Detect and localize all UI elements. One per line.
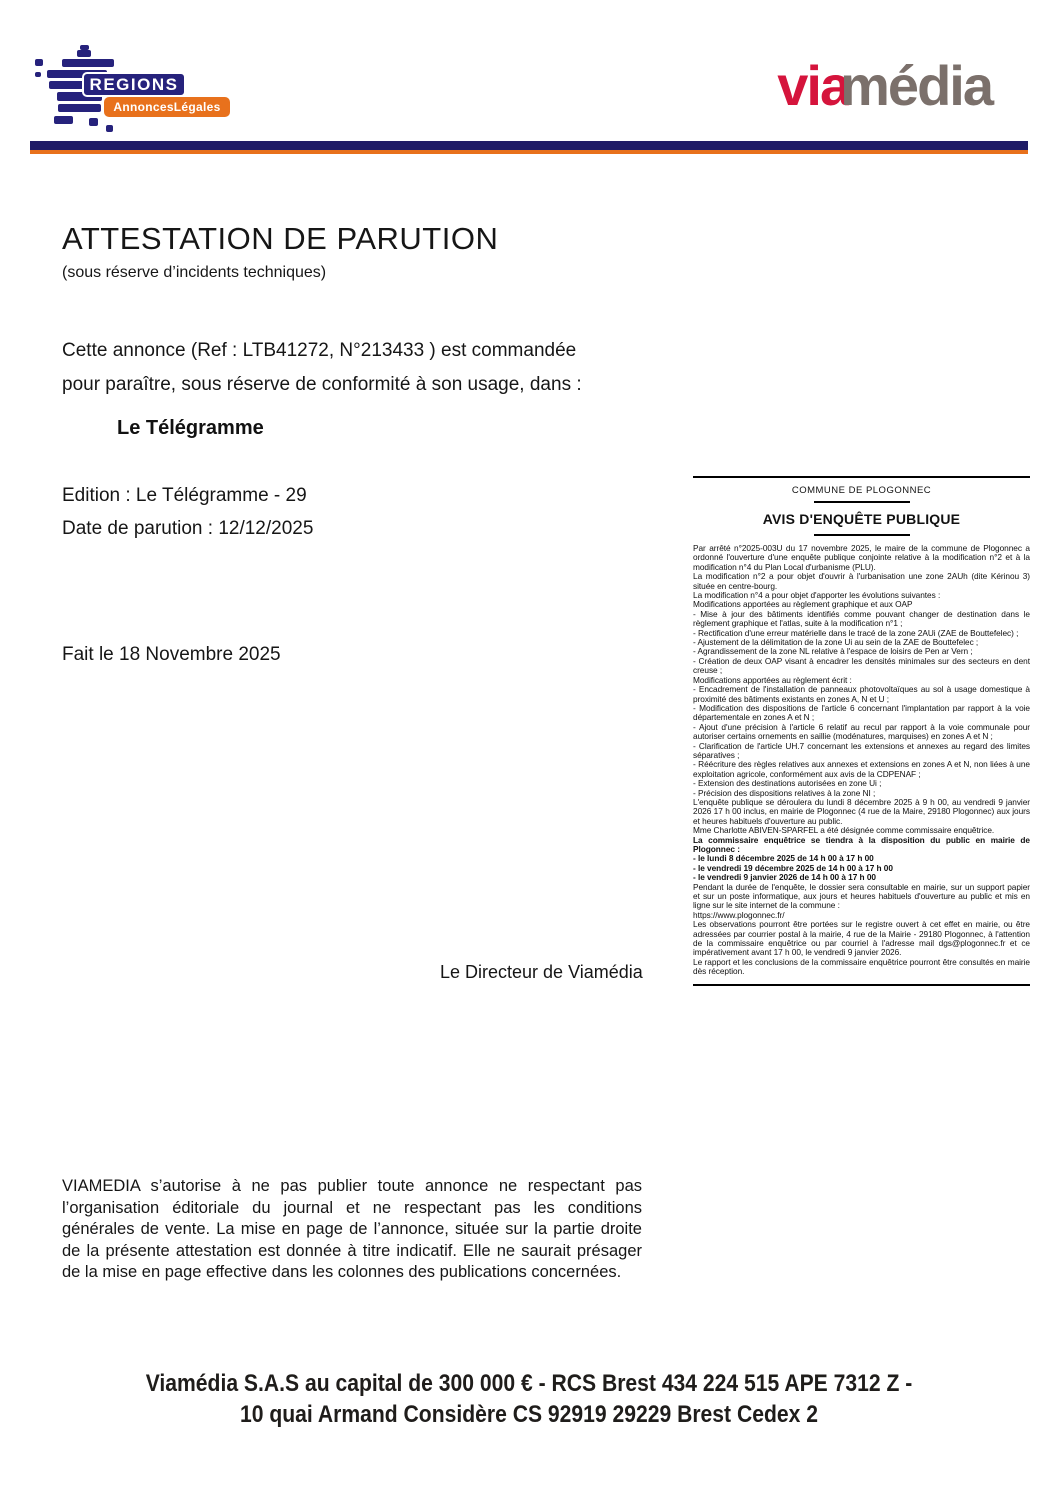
director-signature: Le Directeur de Viamédia xyxy=(440,962,643,982)
journal-name: Le Télégramme xyxy=(117,417,264,439)
footer-line-2: 10 quai Armand Considère CS 92919 29229 Brest Cedex 2 xyxy=(240,1401,818,1428)
clipping-paragraph: - Clarification de l'article UH.7 concernant les extensions et annexes au regard des limites séparatives ; xyxy=(693,740,1030,760)
intro-paragraph xyxy=(62,334,582,402)
edition-line: Edition : Le Télégramme - 29 xyxy=(62,485,307,506)
clipping-paragraph: - le vendredi 9 janvier 2026 de 14 h 00 à 17 h 00 xyxy=(693,872,876,883)
clipping-paragraph: Mme Charlotte ABIVEN-SPARFEL a été désignée comme commissaire enquêtrice. xyxy=(693,825,995,836)
regions-logo-title: REGIONS xyxy=(82,72,186,97)
clipping-commune: COMMUNE DE PLOGONNEC xyxy=(791,485,932,496)
clipping-paragraph: La modification n°4 a pour objet d'apporter les évolutions suivantes : xyxy=(693,590,941,601)
clipping-paragraph: Les observations pourront être portées sur le registre ouvert à cet effet en mairie, ou être adressées par courrier postal à la mairie, 4 rue de la Mairie - 29180 Plogonnec, à l'attention de la commissaire enquêtrice ou par courriel à l'adresse mail dgs@plogonnec.fr et ce impérativement avant 17 h 00, le vendredi 9 janvier 2026. xyxy=(693,919,1030,958)
clipping-paragraph: - le lundi 8 décembre 2025 de 14 h 00 à 17 h 00 xyxy=(693,853,874,864)
clipping-bottom-rule xyxy=(693,984,1030,986)
intro-line-2: pour paraître, sous réserve de conformité à son usage, dans : xyxy=(62,374,582,395)
clipping-paragraph: Par arrêté n°2025-003U du 17 novembre 2025, le maire de la commune de Plogonnec a ordonné l'ouverture d'une enquête publique conjointe relative à la modification n°2 et à la modification n°4 du Plan Local d'urbanisme (PLU). xyxy=(693,543,1030,572)
clipping-paragraph: - le vendredi 19 décembre 2025 de 14 h 00 à 17 h 00 xyxy=(693,862,893,873)
clipping-body xyxy=(693,544,1030,977)
clipping-paragraph: Modifications apportées au règlement écrit : xyxy=(693,674,852,685)
viamedia-logo-media: média xyxy=(840,54,992,117)
annonces-legales-badge: AnnoncesLégales xyxy=(104,97,230,117)
clipping-paragraph: - Ajout d'une précision à l'article 6 relatif au recul par rapport à la voie communale pour autoriser certains ornements en saillie (modénatures, marquises) en zones A et N ; xyxy=(693,721,1030,742)
clipping-paragraph: - Agrandissement de la zone NL relative à l'espace de loisirs de Pen ar Vern ; xyxy=(693,646,973,657)
clipping-paragraph: La modification n°2 a pour objet d'ouvrir à l'urbanisation une zone 2AUh (dite Kérinou 3) située en centre-bourg. xyxy=(693,571,1030,591)
edition-block xyxy=(62,479,313,545)
clipping-paragraph: Le rapport et les conclusions de la commissaire enquêtrice pourront être consultés en mairie dès réception. xyxy=(693,956,1030,977)
clipping-paragraph: - Extension des destinations autorisées en zone Ui ; xyxy=(693,778,882,789)
company-footer xyxy=(63,1368,994,1430)
intro-line-1: Cette annonce (Ref : LTB41272, N°213433 ) est commandée xyxy=(62,340,577,361)
clipping-paragraph: Modifications apportées au règlement graphique et aux OAP xyxy=(693,599,913,610)
clipping-title: AVIS D'ENQUÊTE PUBLIQUE xyxy=(762,511,961,527)
clipping-paragraph: - Mise à jour des bâtiments identifiés comme pouvant changer de destination dans le règlement graphique et l'atlas, suite à la modification n°1 ; xyxy=(693,608,1030,629)
regions-annonces-legales-logo xyxy=(35,45,240,140)
clipping-separator xyxy=(814,534,910,536)
clipping-paragraph: - Réécriture des règles relatives aux annexes et extensions en zones A et N, non liées à une exploitation agricole, conformément aux avis de la CDPENAF ; xyxy=(693,759,1030,779)
clipping-paragraph: - Précision des dispositions relatives à la zone NI ; xyxy=(693,787,876,798)
page-subtitle: (sous réserve d’incidents techniques) xyxy=(62,264,327,281)
parution-date-line: Date de parution : 12/12/2025 xyxy=(62,518,314,539)
header-divider xyxy=(30,141,1028,154)
clipping-paragraph: https://www.plogonnec.fr/ xyxy=(693,909,785,920)
clipping-paragraph: - Rectification d'une erreur matérielle dans le tracé de la zone 2AUi (ZAE de Bouttefelec) ; xyxy=(693,627,1019,638)
clipping-separator xyxy=(814,501,910,503)
clipping-paragraph: - Création de deux OAP visant à encadrer les densités minimales sur des secteurs en dent creuse ; xyxy=(693,655,1030,676)
newspaper-clipping xyxy=(693,476,1030,986)
clipping-paragraph: Pendant la durée de l'enquête, le dossier sera consultable en mairie, sur un support papier et sur un poste informatique, aux jours et heures habituels d'ouverture au public et mis en ligne sur le site internet de la commune : xyxy=(693,881,1030,911)
clipping-paragraph: - Modification des dispositions de l'article 6 concernant l'implantation par rapport à la voie départementale en zones A et N ; xyxy=(693,702,1030,723)
disclaimer-paragraph: VIAMEDIA s’autorise à ne pas publier toute annonce ne respectant pas l’organisation éditoriale du journal et ne respectant pas les conditions générales de vente. La mise en page de l’annonce, située sur la partie droite de la présente attestation est donnée à titre indicatif. Elle ne saurait présager de la mise en page effective dans les colonnes des publications concernées. xyxy=(62,1177,642,1282)
clipping-top-rule xyxy=(693,476,1030,478)
clipping-paragraph: - Encadrement de l'installation de panneaux photovoltaïques au sol à usage domestique à proximité des bâtiments existants en zones A, N et U ; xyxy=(693,684,1030,704)
page-title: ATTESTATION DE PARUTION xyxy=(62,221,499,256)
viamedia-logo xyxy=(777,54,992,117)
clipping-paragraph: La commissaire enquêtrice se tiendra à la disposition du public en mairie de Plogonnec : xyxy=(693,834,1030,854)
clipping-paragraph: L'enquête publique se déroulera du lundi 8 décembre 2025 à 9 h 00, au vendredi 9 janvier 2026 17 h 00 inclus, en mairie de Plogonnec (4 rue de la Maire, 29180 Plogonnec) aux jours et heures habituels d'ouverture au public. xyxy=(693,796,1030,826)
clipping-paragraph: - Ajustement de la délimitation de la zone Ui au sein de la ZAE de Bouttefelec ; xyxy=(693,637,979,648)
footer-line-1: Viamédia S.A.S au capital de 300 000 € - RCS Brest 434 224 515 APE 7312 Z - xyxy=(145,1370,913,1397)
issued-date-line: Fait le 18 Novembre 2025 xyxy=(62,644,281,665)
viamedia-logo-via: via xyxy=(777,54,850,117)
